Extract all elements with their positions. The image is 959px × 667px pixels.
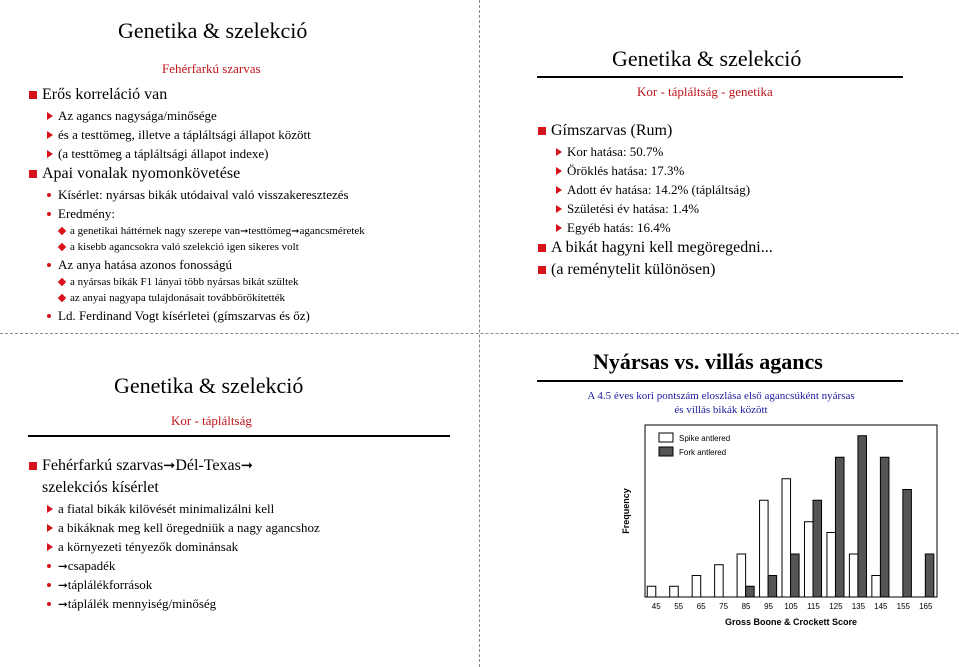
bar-fork-95 (768, 576, 777, 598)
arrow-right-icon: ➞ (58, 559, 68, 573)
bar-spike-45 (647, 586, 656, 597)
bar-spike-85 (737, 554, 746, 597)
x-tick-label: 105 (784, 602, 798, 611)
bar-spike-105 (782, 479, 791, 597)
slide-1 (0, 0, 478, 332)
x-tick-label: 45 (651, 602, 661, 611)
diamond-bullet-icon (58, 243, 66, 251)
list-item (537, 259, 773, 281)
dot-bullet-icon (47, 193, 51, 197)
square-bullet-icon (29, 462, 37, 470)
list-item (28, 185, 365, 204)
list-item (28, 144, 365, 163)
list-item (537, 120, 773, 142)
list-item (537, 142, 773, 161)
triangle-bullet-icon (556, 205, 562, 213)
slide-subtitle: Kor - tápláltság - genetika (637, 84, 773, 99)
list-item-text: Egyéb hatás: 16.4% (567, 220, 671, 235)
bar-spike-135 (849, 554, 858, 597)
list-item-text: a fiatal bikák kilövését minimalizálni kell (58, 501, 275, 516)
list-item (28, 223, 365, 239)
dot-bullet-icon (47, 602, 51, 606)
arrow-right-icon: ➞ (291, 226, 300, 237)
histogram-chart (617, 421, 947, 641)
bar-spike-145 (872, 576, 881, 598)
list-item (28, 106, 365, 125)
dot-bullet-icon (47, 314, 51, 318)
list-item-text: az anyai nagyapa tulajdonásait továbbörökítették (70, 292, 286, 304)
list-item-text: a genetikai háttérnek nagy szerepe van (70, 225, 241, 237)
list-item (28, 499, 320, 518)
bullet-list (537, 120, 773, 281)
diamond-bullet-icon (58, 294, 66, 302)
x-tick-label: 145 (874, 602, 888, 611)
title-underline (537, 380, 903, 382)
bar-fork-85 (746, 586, 755, 597)
arrow-right-icon: ➞ (58, 597, 68, 611)
list-item-text: (a testtömeg a tápláltsági állapot indexe) (58, 146, 269, 161)
list-item-text: és a testtömeg, illetve a tápláltsági állapot között (58, 127, 311, 142)
list-item-text: Apai vonalak nyomonkövetése (42, 165, 241, 182)
triangle-bullet-icon (47, 543, 53, 551)
square-bullet-icon (29, 91, 37, 99)
list-item-text: Az anya hatása azonos fonosságú (58, 257, 232, 272)
slide-3 (0, 335, 478, 667)
triangle-bullet-icon (47, 505, 53, 513)
square-bullet-icon (538, 266, 546, 274)
bullet-list (28, 455, 320, 613)
bar-fork-125 (835, 457, 844, 597)
list-item-text: Eredmény: (58, 206, 116, 221)
triangle-bullet-icon (47, 150, 53, 158)
bar-spike-95 (760, 500, 769, 597)
dot-bullet-icon (47, 583, 51, 587)
slide-subtitle: Kor - tápláltság (171, 413, 252, 428)
x-tick-label: 95 (764, 602, 773, 611)
list-item-text: Ld. Ferdinand Vogt kísérletei (gímszarvas és őz) (58, 308, 310, 323)
list-item (28, 455, 320, 477)
list-item (537, 237, 773, 259)
legend-label: Fork antlered (679, 448, 727, 457)
bar-spike-55 (670, 586, 679, 597)
slide-4 (481, 335, 959, 667)
arrow-right-icon: ➞ (163, 458, 176, 474)
list-item (537, 180, 773, 199)
square-bullet-icon (29, 170, 37, 178)
chart-caption (521, 389, 921, 417)
list-item (537, 199, 773, 218)
list-item (537, 161, 773, 180)
list-item (28, 239, 365, 255)
title-underline (28, 435, 450, 437)
slide-title: Genetika & szelekció (118, 18, 308, 43)
list-item (28, 255, 365, 274)
triangle-bullet-icon (556, 167, 562, 175)
bar-spike-125 (827, 533, 836, 598)
bar-fork-105 (791, 554, 800, 597)
list-item-text: (a reménytelit különösen) (551, 261, 716, 278)
dot-bullet-icon (47, 212, 51, 216)
list-item (28, 556, 320, 575)
list-item-text: A bikát hagyni kell megöregedni... (551, 239, 773, 256)
dot-bullet-icon (47, 564, 51, 568)
list-item-text: csapadék (67, 558, 116, 573)
slide-subtitle: Fehérfarkú szarvas (162, 61, 261, 76)
list-item (537, 218, 773, 237)
legend-label: Spike antlered (679, 434, 731, 443)
list-item (28, 518, 320, 537)
x-tick-label: 75 (719, 602, 729, 611)
bar-spike-65 (692, 576, 701, 598)
list-item (28, 477, 320, 499)
slide-title: Nyársas vs. villás agancs (593, 349, 823, 374)
arrow-right-icon: ➞ (58, 578, 68, 592)
legend-swatch (659, 433, 673, 442)
list-item-text: testtömeg (248, 225, 292, 237)
arrow-right-icon: ➞ (240, 458, 253, 474)
bar-fork-165 (925, 554, 934, 597)
list-item-text: Születési év hatása: 1.4% (567, 201, 700, 216)
list-item-text: agancsméretek (299, 225, 365, 237)
square-bullet-icon (538, 244, 546, 252)
triangle-bullet-icon (47, 524, 53, 532)
list-item (28, 84, 365, 106)
x-tick-label: 85 (741, 602, 751, 611)
x-tick-label: 125 (829, 602, 843, 611)
bar-fork-145 (880, 457, 889, 597)
list-item-text: a bikáknak meg kell öregedniük a nagy agancshoz (58, 520, 320, 535)
legend-swatch (659, 447, 673, 456)
triangle-bullet-icon (556, 148, 562, 156)
list-item-text: Adott év hatása: 14.2% (tápláltság) (567, 182, 751, 197)
list-item (28, 204, 365, 223)
list-item (28, 163, 365, 185)
list-item-text: Az agancs nagysága/minősége (58, 108, 217, 123)
triangle-bullet-icon (556, 186, 562, 194)
list-item-text: Fehérfarkú szarvas (42, 457, 164, 474)
y-axis-label: Frequency (621, 488, 631, 534)
arrow-right-icon: ➞ (240, 226, 249, 237)
x-tick-label: 55 (674, 602, 684, 611)
x-tick-label: 135 (851, 602, 866, 611)
bar-spike-115 (804, 522, 813, 597)
bullet-list (28, 84, 365, 325)
triangle-bullet-icon (556, 224, 562, 232)
list-item (28, 575, 320, 594)
caption-line-1: A 4.5 éves kori pontszám eloszlása első agancsúként nyársas (587, 390, 855, 402)
bar-spike-75 (715, 565, 724, 597)
x-axis-label: Gross Boone & Crockett Score (724, 617, 858, 627)
x-tick-label: 115 (807, 602, 820, 611)
list-item-text: Öröklés hatása: 17.3% (567, 163, 685, 178)
triangle-bullet-icon (47, 112, 53, 120)
list-item-text: Kor hatása: 50.7% (567, 144, 664, 159)
caption-line-2: és villás bikák között (674, 404, 768, 416)
dot-bullet-icon (47, 263, 51, 267)
list-item (28, 125, 365, 144)
slide-2 (481, 0, 959, 332)
list-item-text: táplálékforrások (67, 577, 153, 592)
bar-fork-155 (903, 490, 912, 598)
list-item-text: Kísérlet: nyársas bikák utódaival való visszakeresztezés (58, 187, 349, 202)
square-bullet-icon (538, 127, 546, 135)
list-item-text: táplálék mennyiség/minőség (67, 596, 217, 611)
x-tick-label: 65 (696, 602, 706, 611)
slide-divider-horizontal (0, 333, 959, 334)
slide-title: Genetika & szelekció (114, 373, 304, 398)
list-item-text: a nyársas bikák F1 lányai több nyársas bikát szültek (70, 276, 299, 288)
list-item-text: Dél-Texas (175, 457, 241, 474)
histogram-svg (617, 421, 947, 636)
triangle-bullet-icon (47, 131, 53, 139)
list-item-text: Erős korreláció van (42, 86, 168, 103)
list-item (28, 274, 365, 290)
diamond-bullet-icon (58, 278, 66, 286)
list-item (28, 537, 320, 556)
x-tick-label: 165 (919, 602, 933, 611)
bar-fork-135 (858, 436, 867, 597)
slide-title: Genetika & szelekció (612, 46, 802, 71)
title-underline (537, 76, 903, 78)
list-item-text: Gímszarvas (Rum) (551, 122, 673, 139)
list-item (28, 306, 365, 325)
list-item-text: szelekciós kísérlet (42, 479, 159, 496)
list-item-text: a kisebb agancsokra való szelekció igen sikeres volt (70, 241, 299, 253)
bar-fork-115 (813, 500, 822, 597)
x-tick-label: 155 (896, 602, 910, 611)
list-item (28, 290, 365, 306)
list-item (28, 594, 320, 613)
diamond-bullet-icon (58, 227, 66, 235)
list-item-text: a környezeti tényezők dominánsak (58, 539, 239, 554)
